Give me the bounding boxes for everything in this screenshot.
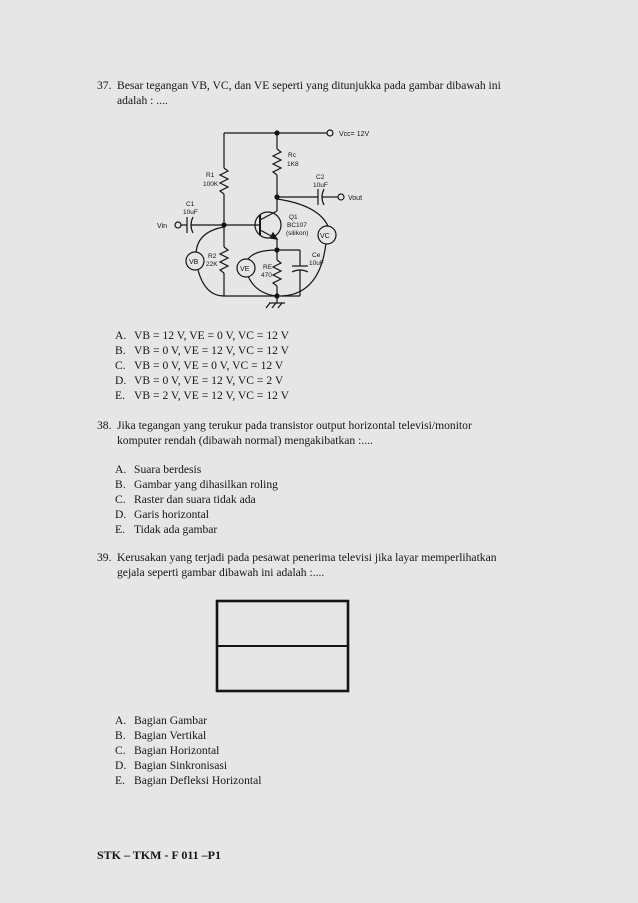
options-38 [115,462,278,537]
option-b[interactable]: B. Gambar yang dihasilkan roling [115,478,278,491]
label-r2: R2 [208,253,217,260]
label-q1-note: (silikon) [286,230,309,237]
option-d[interactable]: D. VB = 0 V, VE = 12 V, VC = 2 V [115,374,284,387]
meter-vc: VC [320,233,330,240]
label-rc-value: 1K8 [287,161,299,168]
label-vin: Vin [157,223,167,230]
options-37 [115,328,289,403]
label-q1-type: BC107 [287,222,307,229]
option-a[interactable]: A. Suara berdesis [115,463,202,476]
question-text: Jika tegangan yang terukur pada transistor output horizontal televisi/monitor [117,419,472,432]
label-c2-value: 10uF [313,182,328,189]
question-text-continued: komputer rendah (dibawah normal) mengakibatkan :.... [117,434,373,447]
label-r2-value: 22K [206,261,218,268]
label-q1: Q1 [289,214,298,221]
question-text-continued: gejala seperti gambar dibawah ini adalah :.... [117,566,325,579]
option-b[interactable]: B. VB = 0 V, VE = 12 V, VC = 12 V [115,344,290,357]
label-vout: Vout [348,195,363,202]
options-39 [115,713,262,788]
label-re: RE [263,264,273,271]
page-footer: STK – TKM - F 011 –P1 [97,848,222,862]
label-vcc: Vcc= 12V [339,131,370,138]
question-number: 37. [97,79,112,92]
question-text-continued: adalah : .... [117,94,168,107]
meter-ve: VE [240,266,250,273]
option-b[interactable]: B. Bagian Vertikal [115,729,207,742]
option-e[interactable]: E. VB = 2 V, VE = 12 V, VC = 12 V [115,389,290,402]
label-ce-value: 10uF [309,260,324,267]
label-r1: R1 [206,172,215,179]
option-a[interactable]: A. VB = 12 V, VE = 0 V, VC = 12 V [115,329,290,342]
label-rc: Rc [288,152,296,159]
option-a[interactable]: A. Bagian Gambar [115,714,208,727]
option-d[interactable]: D. Garis horizontal [115,508,210,521]
option-c[interactable]: C. Bagian Horizontal [115,744,220,757]
option-c[interactable]: C. Raster dan suara tidak ada [115,493,256,506]
option-d[interactable]: D. Bagian Sinkronisasi [115,759,228,772]
label-re-value: 470 [261,272,272,279]
question-text: Besar tegangan VB, VC, dan VE seperti yang ditunjukka pada gambar dibawah ini [117,79,501,92]
label-r1-value: 100K [203,181,219,188]
question-text: Kerusakan yang terjadi pada pesawat penerima televisi jika layar memperlihatkan [117,551,497,564]
tv-screen-diagram [217,601,348,691]
question-39 [97,550,567,580]
question-number: 39. [97,551,112,564]
option-e[interactable]: E. Tidak ada gambar [115,523,218,536]
label-ce: Ce [312,252,321,259]
label-c1-value: 10uF [183,209,198,216]
question-38 [97,418,567,448]
question-number: 38. [97,419,112,432]
option-c[interactable]: C. VB = 0 V, VE = 0 V, VC = 12 V [115,359,284,372]
label-c2: C2 [316,174,325,181]
label-c1: C1 [186,201,195,208]
option-e[interactable]: E. Bagian Defleksi Horizontal [115,774,262,787]
meter-vb: VB [189,259,199,266]
